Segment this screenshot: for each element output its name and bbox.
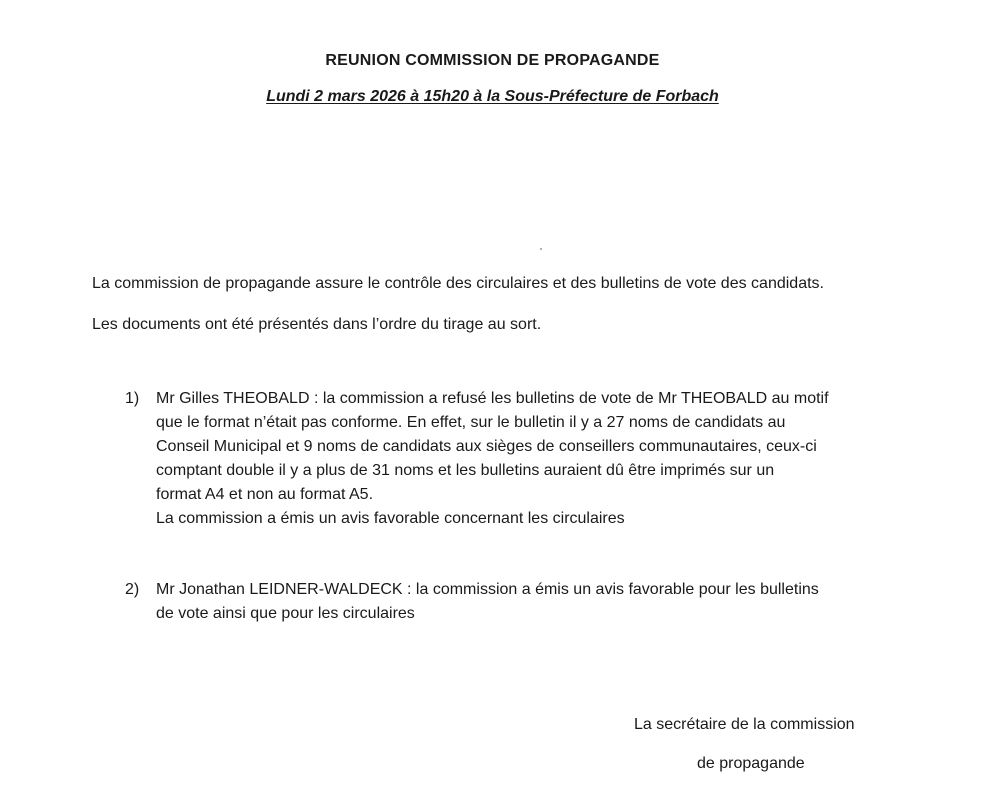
list-item-number: 1) xyxy=(125,390,140,407)
intro-paragraph-2: Les documents ont été présentés dans l’ordre du tirage au sort. xyxy=(92,316,542,333)
list-item-line: format A4 et non au format A5. xyxy=(156,486,374,503)
scan-speck xyxy=(540,248,542,250)
signature-line-1: La secrétaire de la commission xyxy=(634,716,855,733)
list-item-line: que le format n’était pas conforme. En effet, sur le bulletin il y a 27 noms de candidats au xyxy=(156,414,786,431)
list-item-line: Mr Gilles THEOBALD : la commission a refusé les bulletins de vote de Mr THEOBALD au motif xyxy=(156,390,829,407)
intro-paragraph-1: La commission de propagande assure le contrôle des circulaires et des bulletins de vote des candidats. xyxy=(92,275,824,292)
list-item-number: 2) xyxy=(125,581,140,598)
meeting-date-location: Lundi 2 mars 2026 à 15h20 à la Sous-Préfecture de Forbach xyxy=(266,88,719,105)
list-item-line: La commission a émis un avis favorable concernant les circulaires xyxy=(156,510,625,527)
list-item-line: comptant double il y a plus de 31 noms et les bulletins auraient dû être imprimés sur un xyxy=(156,462,775,479)
signature-line-2: de propagande xyxy=(697,755,805,772)
list-item-line: de vote ainsi que pour les circulaires xyxy=(156,605,415,622)
list-item-line: Mr Jonathan LEIDNER-WALDECK : la commission a émis un avis favorable pour les bulletins xyxy=(156,581,819,598)
list-item-line: Conseil Municipal et 9 noms de candidats aux sièges de conseillers communautaires, ceux-ci xyxy=(156,438,817,455)
document-title: REUNION COMMISSION DE PROPAGANDE xyxy=(325,52,660,69)
list-item-body xyxy=(156,578,819,626)
list-item-body xyxy=(156,387,829,531)
